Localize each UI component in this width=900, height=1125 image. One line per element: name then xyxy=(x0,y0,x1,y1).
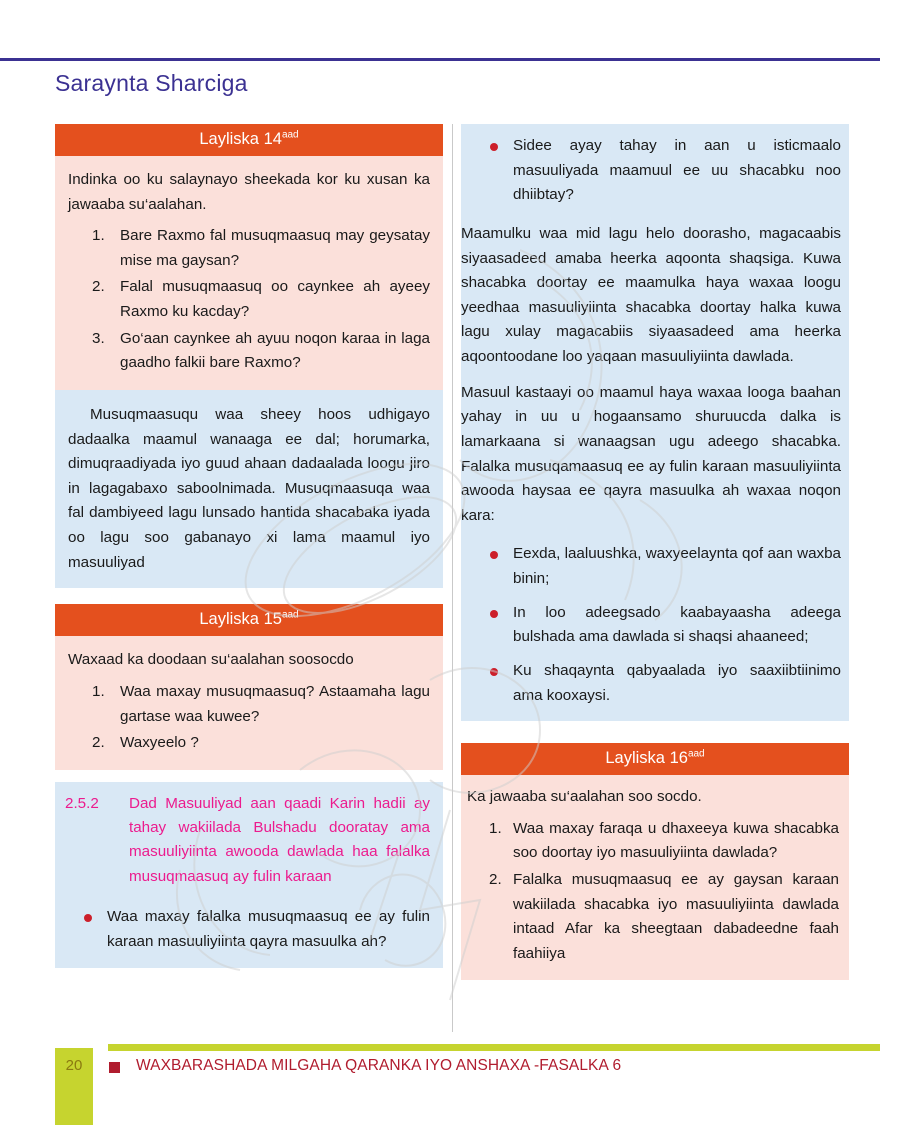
list-item: Waa maxay musuqmaasuq? Astaamaha lagu gartase waa kuwee? xyxy=(120,682,430,725)
list-item: Ku shaqaynta qabyaalada iyo saaxiibtiinimo ama kooxaysi. xyxy=(461,659,841,708)
header-rule xyxy=(0,58,880,61)
right-paragraph-2: Masuul kastaayi oo maamul haya waxaa looga baahan yahay in uu u hogaansamo shuruucda dalka is lamarkaana si wanaagsan ugu adeego shacabka. Falalka musuqamaasuq ee ay fulin karaan masuuliyiinta awooda haysaa ee qayra masuulka ah waxaa noqon kara: xyxy=(461,383,841,524)
exercise-16-band-sup: aad xyxy=(687,748,705,760)
list-item: Go‘aan caynkee ah ayuu noqon karaa in laga gaadho falkii bare Raxmo? xyxy=(120,329,430,372)
exercise-16-band-label: Layliska 16 xyxy=(605,749,688,768)
section-2-5-2-block xyxy=(55,782,443,969)
list-item: Sidee ayay tahay in aan u isticmaalo masuuliyada maamuul ee uu shacabku noo dhiibtay? xyxy=(461,134,841,208)
list-item: Falalka musuqmaasuq ee ay gaysan karaan wakiilada shacabka iyo masuuliyiinta dawlada intaad Afar ka sheegtaan dabadeedne faah faahiiya xyxy=(513,870,839,962)
footer-square-icon xyxy=(109,1062,120,1073)
exercise-14-band-label: Layliska 14 xyxy=(199,130,282,148)
right-paragraph-1-block xyxy=(461,218,849,370)
right-top-bullets-block xyxy=(461,124,849,218)
right-bullets-block xyxy=(461,534,849,721)
right-column xyxy=(461,124,849,980)
right-paragraph-1: Maamulku waa mid lagu helo doorasho, magacaabis siyaasadeed amaba heerka aqoonta shaqsiga. Kuwa shacabka doortay ee maamulka haya waxaa loogu yeedhaa masuuliyiinta shacabka doortay halka kuwa lagu xulay magacabiis siyaasadeed ama heerka aqoontoodane loo yaqaan masuuliyiinta dawlada. xyxy=(461,224,841,365)
section-2-5-2-heading-row xyxy=(55,782,443,901)
exercise-14-band-sup: aad xyxy=(281,129,299,141)
footer-title: WAXBARASHADA MILGAHA QARANKA IYO ANSHAXA -FASALKA 6 xyxy=(136,1057,622,1074)
exercise-16-block xyxy=(461,743,849,980)
exercise-15-band-sup: aad xyxy=(281,609,299,621)
spacer xyxy=(461,721,849,743)
exercise-16-question-list xyxy=(467,817,839,967)
list-item: In loo adeegsado kaabayaasha adeega bulshada ama dawlada si shaqsi ahaaneed; xyxy=(461,601,841,650)
exercise-16-band xyxy=(461,743,849,775)
right-paragraph-2-block xyxy=(461,370,849,535)
list-item: Waa maxay falalka musuqmaasuq ee ay fulin karaan masuuliyiinta qayra masuulka ah? xyxy=(55,905,430,954)
spacer xyxy=(55,588,443,604)
spacer xyxy=(55,770,443,782)
exercise-14-intro: Indinka oo ku salaynayo sheekada kor ku xusan ka jawaaba su‘aalahan. xyxy=(68,170,430,213)
list-item: Waxyeelo ? xyxy=(120,734,199,752)
list-item: Eexda, laaluushka, waxyeelaynta qof aan waxba binin; xyxy=(461,542,841,591)
right-bullet-list xyxy=(461,542,841,708)
left-column xyxy=(55,124,443,968)
exercise-15-band xyxy=(55,604,443,636)
exercise-15-question-list xyxy=(68,680,430,756)
exercise-14-band xyxy=(55,124,443,156)
exercise-16-body xyxy=(461,775,849,980)
footer-rule xyxy=(108,1044,880,1051)
section-number: 2.5.2 xyxy=(65,794,99,812)
definition-paragraph: Musuqmaasuqu waa sheey hoos udhigayo dadaalka maamul wanaaga ee dal; horumarka, dimuqraadiyada iyo guud ahaan dadaalada loogu jiro in lagagabaxo saboolnimada. Musuqmaasuqa waa fal dambiyeed lagu lunsado hantida shacabaka iyada oo lagu soo gabanayo xi lama maamul iyo masuuliyad xyxy=(68,405,430,571)
list-item: Waa maxay faraqa u dhaxeeya kuwa shacabka soo doortay iyo masuuliyiinta dawlada? xyxy=(513,819,839,862)
section-bullet-list xyxy=(55,905,430,954)
section-2-5-2-bullets xyxy=(55,901,443,968)
exercise-14-body xyxy=(55,156,443,390)
list-item: Falal musuqmaasuq oo caynkee ah ayeey Raxmo ku kacday? xyxy=(120,278,430,321)
exercise-15-band-label: Layliska 15 xyxy=(199,610,282,629)
definition-block xyxy=(55,390,443,588)
exercise-14-question-list xyxy=(68,224,430,376)
exercise-16-intro: Ka jawaaba su‘aalahan soo socdo. xyxy=(467,788,702,806)
exercise-15-block xyxy=(55,604,443,769)
page-title: Saraynta Sharciga xyxy=(55,70,248,96)
exercise-14-block xyxy=(55,124,443,390)
section-heading: Dad Masuuliyad aan qaadi Karin hadii ay tahay wakiilada Bulshadu dooratay ama masuuliyiinta awooda dawlada haa falalka musuqmaasuq ay fulin karaan xyxy=(129,794,430,885)
exercise-15-intro: Waxaad ka doodaan su‘aalahan soosocdo xyxy=(68,651,354,669)
right-top-bullet-list xyxy=(461,134,841,208)
list-item: Bare Raxmo fal musuqmaasuq may geysatay mise ma gaysan? xyxy=(120,227,430,269)
column-divider xyxy=(452,124,453,1032)
page-number: 20 xyxy=(65,1057,83,1074)
exercise-15-body xyxy=(55,636,443,770)
